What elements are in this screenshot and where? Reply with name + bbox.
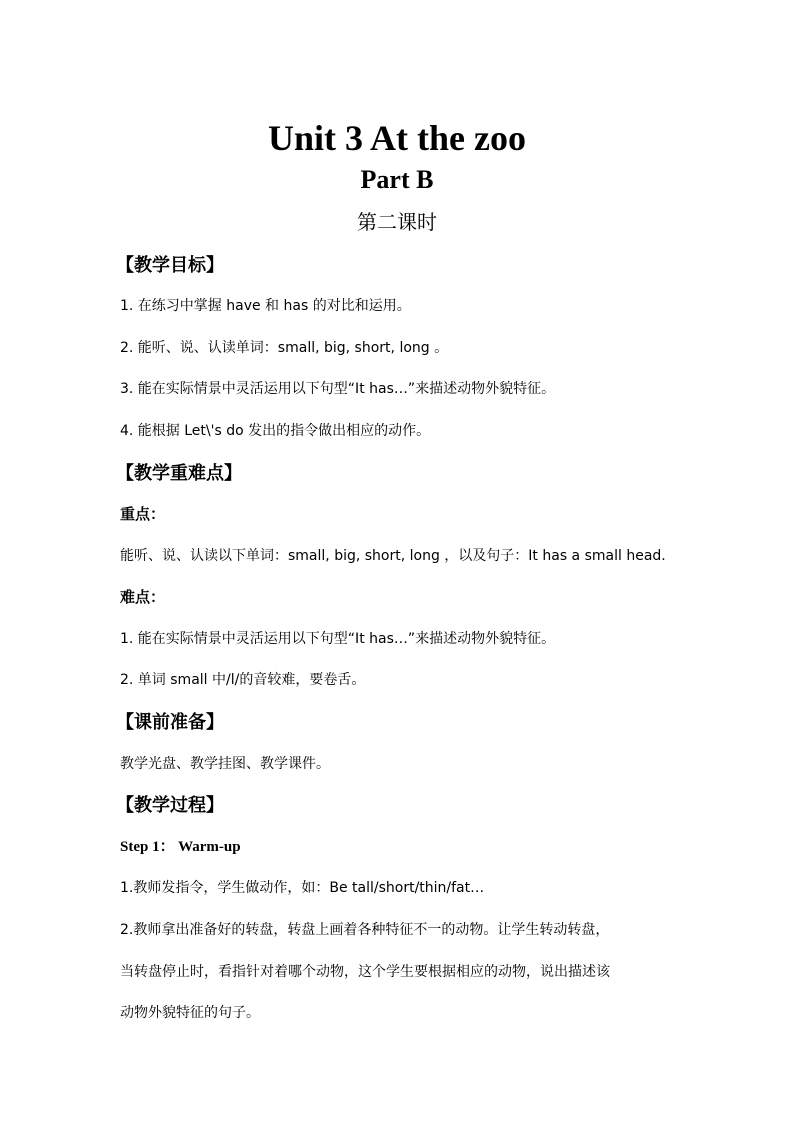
difficulty-item: 1. 能在实际情景中灵活运用以下句型“It has…”来描述动物外貌特征。 <box>120 631 556 647</box>
process-line: 当转盘停止时，看指针对着哪个动物，这个学生要根据相应的动物，说出描述该 <box>120 964 610 980</box>
preparation-text: 教学光盘、教学挂图、教学课件。 <box>120 756 330 772</box>
document-subtitle: Part B <box>360 165 434 194</box>
objective-item: 4. 能根据 Let\'s do 发出的指令做出相应的动作。 <box>120 423 431 439</box>
difficulty-label: 难点： <box>120 588 166 606</box>
key-points-heading: 【教学重难点】 <box>116 463 242 484</box>
objectives-heading: 【教学目标】 <box>116 255 224 276</box>
process-line: 2.教师拿出准备好的转盘，转盘上画着各种特征不一的动物。让学生转动转盘， <box>120 922 610 938</box>
preparation-heading: 【课前准备】 <box>116 712 224 733</box>
difficulty-item: 2. 单词 small 中/l/的音较难，要卷舌。 <box>120 672 366 688</box>
objective-item: 1. 在练习中掌握 have 和 has 的对比和运用。 <box>120 298 411 314</box>
step1-heading: Step 1： Warm-up <box>120 839 241 855</box>
lesson-label: 第二课时 <box>357 210 437 234</box>
focus-text: 能听、说、认读以下单词：small, big, short, long ，以及句子：It has a small head. <box>120 548 666 564</box>
objective-item: 3. 能在实际情景中灵活运用以下句型“It has…”来描述动物外貌特征。 <box>120 381 556 397</box>
process-line: 1.教师发指令，学生做动作，如：Be tall/short/thin/fat… <box>120 880 485 896</box>
document-title: Unit 3 At the zoo <box>268 118 526 158</box>
process-heading: 【教学过程】 <box>116 795 224 816</box>
focus-label: 重点： <box>120 505 166 523</box>
process-line: 动物外貌特征的句子。 <box>120 1005 260 1021</box>
objective-item: 2. 能听、说、认读单词：small, big, short, long 。 <box>120 340 449 356</box>
